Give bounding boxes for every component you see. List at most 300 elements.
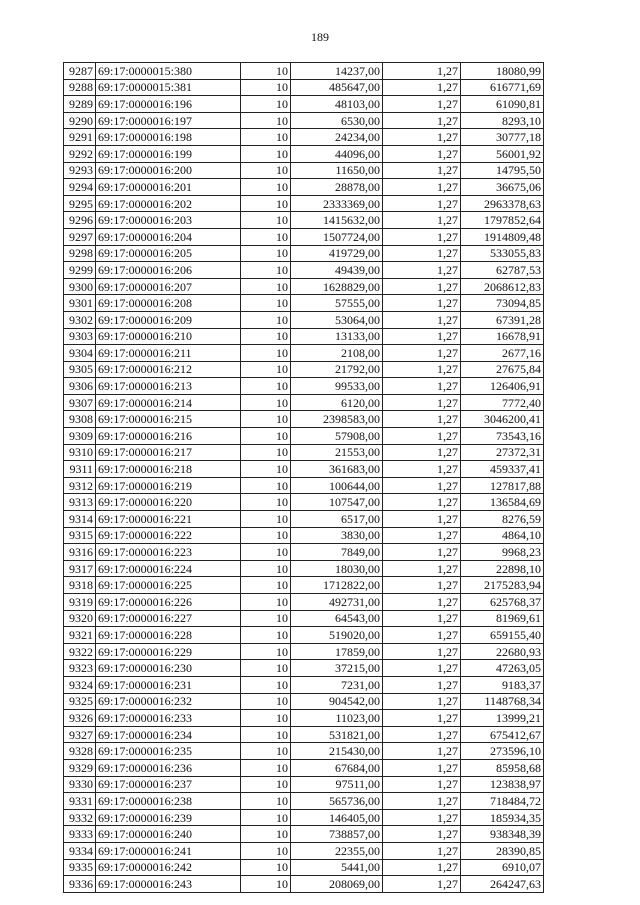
value-cell: 2963378,63 xyxy=(461,195,544,212)
row-number-cell: 9331 xyxy=(64,793,96,810)
rate-cell: 10 xyxy=(241,809,291,826)
cadastral-number-cell: 69:17:0000016:234 xyxy=(96,726,241,743)
table-row xyxy=(64,693,544,710)
row-number-cell: 9335 xyxy=(64,859,96,876)
cadastral-number-cell: 69:17:0000016:214 xyxy=(96,394,241,411)
row-number-cell: 9329 xyxy=(64,759,96,776)
row-number-cell: 9301 xyxy=(64,295,96,312)
cadastral-number-cell: 69:17:0000016:204 xyxy=(96,228,241,245)
rate-cell: 10 xyxy=(241,710,291,727)
rate-cell: 10 xyxy=(241,660,291,677)
row-number-cell: 9292 xyxy=(64,145,96,162)
table-row xyxy=(64,776,544,793)
rate-cell: 10 xyxy=(241,112,291,129)
area-cell: 100644,00 xyxy=(291,477,383,494)
area-cell: 2398583,00 xyxy=(291,411,383,428)
value-cell: 8276,59 xyxy=(461,511,544,528)
row-number-cell: 9325 xyxy=(64,693,96,710)
row-number-cell: 9300 xyxy=(64,278,96,295)
table-row xyxy=(64,876,544,893)
rate-cell: 10 xyxy=(241,444,291,461)
table-row xyxy=(64,378,544,395)
rate-cell: 10 xyxy=(241,527,291,544)
cadastral-number-cell: 69:17:0000016:203 xyxy=(96,212,241,229)
value-cell: 136584,69 xyxy=(461,494,544,511)
value-cell: 7772,40 xyxy=(461,394,544,411)
row-number-cell: 9327 xyxy=(64,726,96,743)
value-cell: 4864,10 xyxy=(461,527,544,544)
area-cell: 21553,00 xyxy=(291,444,383,461)
coefficient-cell: 1,27 xyxy=(383,527,461,544)
row-number-cell: 9326 xyxy=(64,710,96,727)
area-cell: 1712822,00 xyxy=(291,577,383,594)
cadastral-number-cell: 69:17:0000016:220 xyxy=(96,494,241,511)
value-cell: 616771,69 xyxy=(461,79,544,96)
rate-cell: 10 xyxy=(241,610,291,627)
row-number-cell: 9290 xyxy=(64,112,96,129)
value-cell: 126406,91 xyxy=(461,378,544,395)
cadastral-number-cell: 69:17:0000016:231 xyxy=(96,676,241,693)
table-row xyxy=(64,826,544,843)
table-row xyxy=(64,494,544,511)
coefficient-cell: 1,27 xyxy=(383,361,461,378)
row-number-cell: 9306 xyxy=(64,378,96,395)
coefficient-cell: 1,27 xyxy=(383,461,461,478)
rate-cell: 10 xyxy=(241,361,291,378)
cadastral-number-cell: 69:17:0000016:211 xyxy=(96,345,241,362)
table-row xyxy=(64,311,544,328)
coefficient-cell: 1,27 xyxy=(383,411,461,428)
rate-cell: 10 xyxy=(241,643,291,660)
coefficient-cell: 1,27 xyxy=(383,96,461,113)
table-row xyxy=(64,295,544,312)
cadastral-number-cell: 69:17:0000016:235 xyxy=(96,743,241,760)
cadastral-number-cell: 69:17:0000016:205 xyxy=(96,245,241,262)
area-cell: 37215,00 xyxy=(291,660,383,677)
rate-cell: 10 xyxy=(241,759,291,776)
coefficient-cell: 1,27 xyxy=(383,544,461,561)
row-number-cell: 9305 xyxy=(64,361,96,378)
area-cell: 7849,00 xyxy=(291,544,383,561)
table-row xyxy=(64,145,544,162)
rate-cell: 10 xyxy=(241,428,291,445)
cadastral-number-cell: 69:17:0000016:196 xyxy=(96,96,241,113)
area-cell: 18030,00 xyxy=(291,560,383,577)
area-cell: 419729,00 xyxy=(291,245,383,262)
cadastral-number-cell: 69:17:0000016:215 xyxy=(96,411,241,428)
area-cell: 904542,00 xyxy=(291,693,383,710)
value-cell: 73094,85 xyxy=(461,295,544,312)
coefficient-cell: 1,27 xyxy=(383,693,461,710)
table-row xyxy=(64,743,544,760)
coefficient-cell: 1,27 xyxy=(383,378,461,395)
table-row xyxy=(64,610,544,627)
coefficient-cell: 1,27 xyxy=(383,428,461,445)
cadastral-number-cell: 69:17:0000016:198 xyxy=(96,129,241,146)
cadastral-number-cell: 69:17:0000016:227 xyxy=(96,610,241,627)
area-cell: 361683,00 xyxy=(291,461,383,478)
cadastral-number-cell: 69:17:0000016:216 xyxy=(96,428,241,445)
coefficient-cell: 1,27 xyxy=(383,311,461,328)
cadastral-number-cell: 69:17:0000016:218 xyxy=(96,461,241,478)
rate-cell: 10 xyxy=(241,63,291,80)
rate-cell: 10 xyxy=(241,793,291,810)
rate-cell: 10 xyxy=(241,826,291,843)
rate-cell: 10 xyxy=(241,96,291,113)
value-cell: 56001,92 xyxy=(461,145,544,162)
cadastral-number-cell: 69:17:0000016:224 xyxy=(96,560,241,577)
table-row xyxy=(64,245,544,262)
table-row xyxy=(64,428,544,445)
row-number-cell: 9320 xyxy=(64,610,96,627)
value-cell: 18080,99 xyxy=(461,63,544,80)
value-cell: 273596,10 xyxy=(461,743,544,760)
area-cell: 208069,00 xyxy=(291,876,383,893)
cadastral-number-cell: 69:17:0000016:243 xyxy=(96,876,241,893)
area-cell: 519020,00 xyxy=(291,627,383,644)
rate-cell: 10 xyxy=(241,594,291,611)
row-number-cell: 9314 xyxy=(64,511,96,528)
coefficient-cell: 1,27 xyxy=(383,278,461,295)
rate-cell: 10 xyxy=(241,776,291,793)
coefficient-cell: 1,27 xyxy=(383,328,461,345)
value-cell: 85958,68 xyxy=(461,759,544,776)
table-row xyxy=(64,859,544,876)
cadastral-number-cell: 69:17:0000015:380 xyxy=(96,63,241,80)
table-row xyxy=(64,842,544,859)
coefficient-cell: 1,27 xyxy=(383,726,461,743)
value-cell: 718484,72 xyxy=(461,793,544,810)
rate-cell: 10 xyxy=(241,278,291,295)
rate-cell: 10 xyxy=(241,461,291,478)
row-number-cell: 9312 xyxy=(64,477,96,494)
rate-cell: 10 xyxy=(241,560,291,577)
value-cell: 67391,28 xyxy=(461,311,544,328)
row-number-cell: 9291 xyxy=(64,129,96,146)
value-cell: 533055,83 xyxy=(461,245,544,262)
row-number-cell: 9328 xyxy=(64,743,96,760)
value-cell: 1797852,64 xyxy=(461,212,544,229)
cadastral-number-cell: 69:17:0000016:233 xyxy=(96,710,241,727)
coefficient-cell: 1,27 xyxy=(383,394,461,411)
cadastral-number-cell: 69:17:0000016:202 xyxy=(96,195,241,212)
row-number-cell: 9336 xyxy=(64,876,96,893)
coefficient-cell: 1,27 xyxy=(383,842,461,859)
area-cell: 531821,00 xyxy=(291,726,383,743)
coefficient-cell: 1,27 xyxy=(383,145,461,162)
table-row xyxy=(64,179,544,196)
area-cell: 1628829,00 xyxy=(291,278,383,295)
row-number-cell: 9323 xyxy=(64,660,96,677)
cadastral-number-cell: 69:17:0000016:209 xyxy=(96,311,241,328)
rate-cell: 10 xyxy=(241,842,291,859)
value-cell: 14795,50 xyxy=(461,162,544,179)
row-number-cell: 9297 xyxy=(64,228,96,245)
area-cell: 738857,00 xyxy=(291,826,383,843)
table-row xyxy=(64,793,544,810)
coefficient-cell: 1,27 xyxy=(383,162,461,179)
table-row xyxy=(64,759,544,776)
coefficient-cell: 1,27 xyxy=(383,676,461,693)
cadastral-number-cell: 69:17:0000016:226 xyxy=(96,594,241,611)
row-number-cell: 9322 xyxy=(64,643,96,660)
value-cell: 9968,23 xyxy=(461,544,544,561)
table-row xyxy=(64,411,544,428)
table-row xyxy=(64,577,544,594)
area-cell: 3830,00 xyxy=(291,527,383,544)
table-row xyxy=(64,212,544,229)
coefficient-cell: 1,27 xyxy=(383,345,461,362)
cadastral-number-cell: 69:17:0000016:212 xyxy=(96,361,241,378)
row-number-cell: 9304 xyxy=(64,345,96,362)
coefficient-cell: 1,27 xyxy=(383,743,461,760)
area-cell: 48103,00 xyxy=(291,96,383,113)
area-cell: 13133,00 xyxy=(291,328,383,345)
area-cell: 14237,00 xyxy=(291,63,383,80)
rate-cell: 10 xyxy=(241,743,291,760)
cadastral-number-cell: 69:17:0000016:230 xyxy=(96,660,241,677)
table-row xyxy=(64,627,544,644)
coefficient-cell: 1,27 xyxy=(383,776,461,793)
table-row xyxy=(64,112,544,129)
area-cell: 57555,00 xyxy=(291,295,383,312)
row-number-cell: 9324 xyxy=(64,676,96,693)
value-cell: 1914809,48 xyxy=(461,228,544,245)
area-cell: 6120,00 xyxy=(291,394,383,411)
cadastral-number-cell: 69:17:0000016:221 xyxy=(96,511,241,528)
value-cell: 62787,53 xyxy=(461,262,544,279)
coefficient-cell: 1,27 xyxy=(383,477,461,494)
rate-cell: 10 xyxy=(241,79,291,96)
coefficient-cell: 1,27 xyxy=(383,63,461,80)
cadastral-number-cell: 69:17:0000016:225 xyxy=(96,577,241,594)
coefficient-cell: 1,27 xyxy=(383,660,461,677)
table-row xyxy=(64,477,544,494)
cadastral-number-cell: 69:17:0000016:239 xyxy=(96,809,241,826)
coefficient-cell: 1,27 xyxy=(383,610,461,627)
row-number-cell: 9319 xyxy=(64,594,96,611)
rate-cell: 10 xyxy=(241,577,291,594)
value-cell: 123838,97 xyxy=(461,776,544,793)
area-cell: 1415632,00 xyxy=(291,212,383,229)
area-cell: 24234,00 xyxy=(291,129,383,146)
cadastral-number-cell: 69:17:0000016:207 xyxy=(96,278,241,295)
value-cell: 459337,41 xyxy=(461,461,544,478)
coefficient-cell: 1,27 xyxy=(383,793,461,810)
table-row xyxy=(64,660,544,677)
table-row xyxy=(64,228,544,245)
value-cell: 1148768,34 xyxy=(461,693,544,710)
coefficient-cell: 1,27 xyxy=(383,212,461,229)
table-row xyxy=(64,394,544,411)
rate-cell: 10 xyxy=(241,411,291,428)
rate-cell: 10 xyxy=(241,212,291,229)
row-number-cell: 9293 xyxy=(64,162,96,179)
value-cell: 8293,10 xyxy=(461,112,544,129)
rate-cell: 10 xyxy=(241,859,291,876)
rate-cell: 10 xyxy=(241,179,291,196)
area-cell: 6530,00 xyxy=(291,112,383,129)
area-cell: 53064,00 xyxy=(291,311,383,328)
row-number-cell: 9295 xyxy=(64,195,96,212)
value-cell: 3046200,41 xyxy=(461,411,544,428)
cadastral-number-cell: 69:17:0000016:236 xyxy=(96,759,241,776)
rate-cell: 10 xyxy=(241,394,291,411)
cadastral-number-cell: 69:17:0000016:237 xyxy=(96,776,241,793)
rate-cell: 10 xyxy=(241,195,291,212)
value-cell: 2068612,83 xyxy=(461,278,544,295)
value-cell: 36675,06 xyxy=(461,179,544,196)
area-cell: 99533,00 xyxy=(291,378,383,395)
row-number-cell: 9288 xyxy=(64,79,96,96)
cadastral-number-cell: 69:17:0000016:222 xyxy=(96,527,241,544)
cadastral-number-cell: 69:17:0000016:199 xyxy=(96,145,241,162)
cadastral-number-cell: 69:17:0000016:238 xyxy=(96,793,241,810)
table-row xyxy=(64,544,544,561)
row-number-cell: 9308 xyxy=(64,411,96,428)
table-row xyxy=(64,461,544,478)
value-cell: 22898,10 xyxy=(461,560,544,577)
rate-cell: 10 xyxy=(241,345,291,362)
table-row xyxy=(64,594,544,611)
cadastral-number-cell: 69:17:0000016:210 xyxy=(96,328,241,345)
area-cell: 21792,00 xyxy=(291,361,383,378)
rate-cell: 10 xyxy=(241,511,291,528)
row-number-cell: 9315 xyxy=(64,527,96,544)
cadastral-number-cell: 69:17:0000016:208 xyxy=(96,295,241,312)
area-cell: 565736,00 xyxy=(291,793,383,810)
cadastral-number-cell: 69:17:0000016:229 xyxy=(96,643,241,660)
row-number-cell: 9307 xyxy=(64,394,96,411)
value-cell: 2677,16 xyxy=(461,345,544,362)
coefficient-cell: 1,27 xyxy=(383,511,461,528)
coefficient-cell: 1,27 xyxy=(383,245,461,262)
rate-cell: 10 xyxy=(241,494,291,511)
table-row xyxy=(64,162,544,179)
area-cell: 2108,00 xyxy=(291,345,383,362)
table-row xyxy=(64,328,544,345)
row-number-cell: 9334 xyxy=(64,842,96,859)
rate-cell: 10 xyxy=(241,328,291,345)
table-body xyxy=(64,63,544,893)
row-number-cell: 9298 xyxy=(64,245,96,262)
value-cell: 625768,37 xyxy=(461,594,544,611)
area-cell: 107547,00 xyxy=(291,494,383,511)
value-cell: 9183,37 xyxy=(461,676,544,693)
value-cell: 28390,85 xyxy=(461,842,544,859)
coefficient-cell: 1,27 xyxy=(383,262,461,279)
rate-cell: 10 xyxy=(241,676,291,693)
area-cell: 67684,00 xyxy=(291,759,383,776)
value-cell: 675412,67 xyxy=(461,726,544,743)
value-cell: 13999,21 xyxy=(461,710,544,727)
rate-cell: 10 xyxy=(241,162,291,179)
table-row xyxy=(64,444,544,461)
row-number-cell: 9321 xyxy=(64,627,96,644)
rate-cell: 10 xyxy=(241,295,291,312)
cadastral-number-cell: 69:17:0000016:197 xyxy=(96,112,241,129)
coefficient-cell: 1,27 xyxy=(383,594,461,611)
rate-cell: 10 xyxy=(241,477,291,494)
area-cell: 11650,00 xyxy=(291,162,383,179)
cadastral-number-cell: 69:17:0000016:232 xyxy=(96,693,241,710)
value-cell: 16678,91 xyxy=(461,328,544,345)
row-number-cell: 9309 xyxy=(64,428,96,445)
cadastral-number-cell: 69:17:0000016:206 xyxy=(96,262,241,279)
row-number-cell: 9296 xyxy=(64,212,96,229)
row-number-cell: 9333 xyxy=(64,826,96,843)
value-cell: 22680,93 xyxy=(461,643,544,660)
value-cell: 185934,35 xyxy=(461,809,544,826)
rate-cell: 10 xyxy=(241,378,291,395)
table-row xyxy=(64,710,544,727)
value-cell: 27372,31 xyxy=(461,444,544,461)
row-number-cell: 9299 xyxy=(64,262,96,279)
cadastral-number-cell: 69:17:0000016:200 xyxy=(96,162,241,179)
cadastral-number-cell: 69:17:0000016:201 xyxy=(96,179,241,196)
rate-cell: 10 xyxy=(241,129,291,146)
coefficient-cell: 1,27 xyxy=(383,627,461,644)
rate-cell: 10 xyxy=(241,311,291,328)
area-cell: 7231,00 xyxy=(291,676,383,693)
cadastral-number-cell: 69:17:0000016:241 xyxy=(96,842,241,859)
row-number-cell: 9318 xyxy=(64,577,96,594)
cadastral-number-cell: 69:17:0000016:217 xyxy=(96,444,241,461)
table-row xyxy=(64,361,544,378)
area-cell: 6517,00 xyxy=(291,511,383,528)
rate-cell: 10 xyxy=(241,544,291,561)
area-cell: 492731,00 xyxy=(291,594,383,611)
row-number-cell: 9287 xyxy=(64,63,96,80)
area-cell: 64543,00 xyxy=(291,610,383,627)
coefficient-cell: 1,27 xyxy=(383,295,461,312)
row-number-cell: 9317 xyxy=(64,560,96,577)
coefficient-cell: 1,27 xyxy=(383,710,461,727)
rate-cell: 10 xyxy=(241,627,291,644)
coefficient-cell: 1,27 xyxy=(383,195,461,212)
row-number-cell: 9311 xyxy=(64,461,96,478)
row-number-cell: 9316 xyxy=(64,544,96,561)
value-cell: 264247,63 xyxy=(461,876,544,893)
value-cell: 30777,18 xyxy=(461,129,544,146)
area-cell: 1507724,00 xyxy=(291,228,383,245)
area-cell: 44096,00 xyxy=(291,145,383,162)
coefficient-cell: 1,27 xyxy=(383,809,461,826)
table-row xyxy=(64,809,544,826)
coefficient-cell: 1,27 xyxy=(383,129,461,146)
cadastral-number-cell: 69:17:0000016:228 xyxy=(96,627,241,644)
coefficient-cell: 1,27 xyxy=(383,759,461,776)
value-cell: 81969,61 xyxy=(461,610,544,627)
table-row xyxy=(64,560,544,577)
row-number-cell: 9303 xyxy=(64,328,96,345)
coefficient-cell: 1,27 xyxy=(383,560,461,577)
cadastral-number-cell: 69:17:0000016:223 xyxy=(96,544,241,561)
table-row xyxy=(64,195,544,212)
table-row xyxy=(64,129,544,146)
coefficient-cell: 1,27 xyxy=(383,444,461,461)
rate-cell: 10 xyxy=(241,876,291,893)
value-cell: 659155,40 xyxy=(461,627,544,644)
rate-cell: 10 xyxy=(241,726,291,743)
row-number-cell: 9289 xyxy=(64,96,96,113)
row-number-cell: 9302 xyxy=(64,311,96,328)
table-row xyxy=(64,79,544,96)
rate-cell: 10 xyxy=(241,145,291,162)
value-cell: 61090,81 xyxy=(461,96,544,113)
table-row xyxy=(64,676,544,693)
cadastral-number-cell: 69:17:0000016:219 xyxy=(96,477,241,494)
